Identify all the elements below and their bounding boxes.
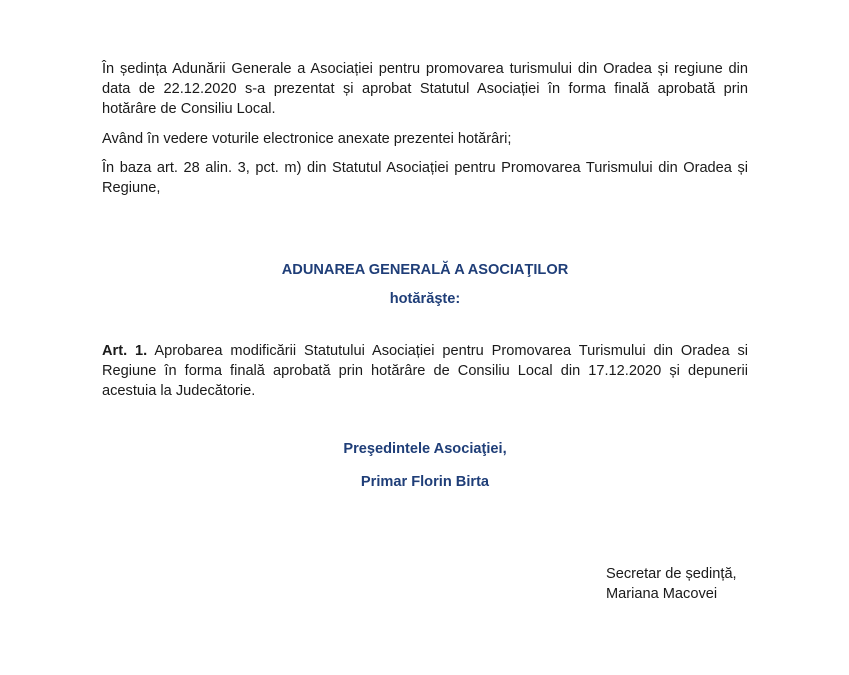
secretary-title: Secretar de ședință, — [606, 566, 737, 582]
article-label: Art. 1. — [102, 343, 148, 359]
president-title: Preşedintele Asociaţiei, — [343, 441, 507, 457]
assembly-heading: ADUNAREA GENERALĂ A ASOCIAŢILOR — [281, 262, 569, 278]
president-name: Primar Florin Birta — [360, 474, 490, 490]
article-text: Aprobarea modificării Statutului Asociației pentru Promovarea Turismului din Oradea si Regiune în forma finală aprobată prin hotărâre de Consiliu Local din 17.12.2020 și depunerii acestuia la Judecătorie. — [102, 343, 749, 399]
basis-paragraph: În baza art. 28 alin. 3, pct. m) din Statutul Asociației pentru Promovarea Turismului din Oradea și Regiune, — [102, 160, 748, 196]
votes-paragraph: Având în vedere voturile electronice anexate prezentei hotărâri; — [102, 131, 512, 147]
intro-paragraph: În ședința Adunării Generale a Asociației pentru promovarea turismului din Oradea și regiune din data de 22.12.2020 s-a prezentat și aprobat Statutul Asociației în forma finală aprobată prin hotărâre de Consiliu Local. — [102, 61, 748, 117]
decides-heading: hotărăşte: — [389, 291, 461, 307]
secretary-name: Mariana Macovei — [606, 586, 718, 602]
article-1 — [102, 341, 748, 401]
